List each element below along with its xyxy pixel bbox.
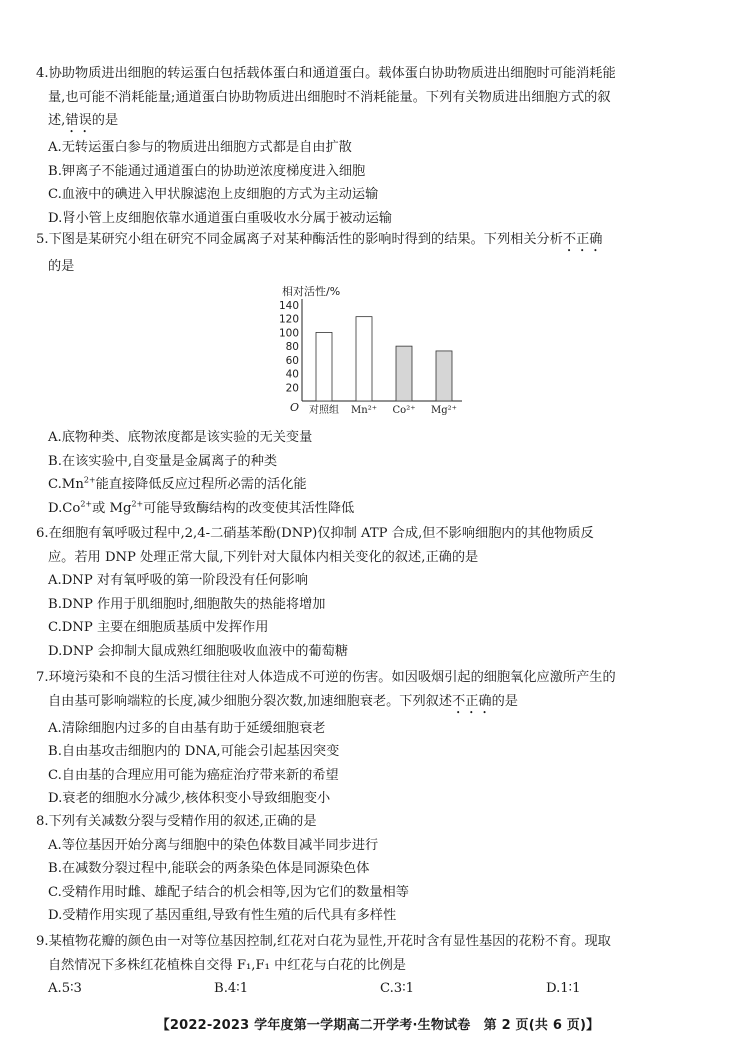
page-footer: 【2022-2023 学年度第一学期高二开学考·生物试卷 第 2 页(共 6 页)】: [156, 1018, 600, 1033]
question-stem: 的是: [91, 113, 119, 128]
question-8: [36, 810, 714, 928]
option-a: A.DNP 对有氧呼吸的第一阶段没有任何影响: [48, 573, 308, 588]
question-stem: 自由基可影响端粒的长度,减少细胞分裂次数,加速细胞衰老。下列叙述: [48, 693, 453, 709]
y-tick-label: 40: [285, 368, 299, 381]
question-number: 8.: [36, 814, 49, 829]
x-tick-label: Co²⁺: [392, 405, 416, 416]
option-d: D.衰老的细胞水分减少,核体积变小导致细胞变小: [48, 791, 331, 806]
option-b: B.自由基攻击细胞内的 DNA,可能会引起基因突变: [48, 744, 340, 759]
y-tick-label: 60: [285, 354, 299, 367]
question-number: 4.: [36, 66, 49, 81]
question-stem: 应。若用 DNP 处理正常大鼠,下列针对大鼠体内相关变化的叙述,正确的是: [48, 549, 479, 565]
question-4: [36, 62, 714, 230]
option-c: $C.Mn^{2+}$能直接降低反应过程所必需的活化能: [48, 475, 307, 492]
question-number: 9.: [36, 934, 49, 949]
question-stem: 下列有关减数分裂与受精作用的叙述,正确的是: [48, 814, 317, 829]
y-tick-label: 120: [278, 313, 299, 326]
option-d: D.DNP 会抑制大鼠成熟红细胞吸收血液中的葡萄糖: [48, 643, 349, 659]
y-tick-label: 140: [278, 300, 299, 312]
option-a: A.底物种类、底物浓度都是该实验的无关变量: [48, 430, 313, 445]
option-a: A.无转运蛋白参与的物质进出细胞方式都是自由扩散: [48, 140, 352, 155]
question-stem: 下图是某研究小组在研究不同金属离子对某种酶活性的影响时得到的结果。下列相关分析: [48, 232, 563, 247]
question-stem: 量,也可能不消耗能量;通道蛋白协助物质进出细胞时不消耗能量。下列有关物质进出细胞方式的叙: [48, 89, 611, 105]
option-d: D.1∶1: [546, 981, 581, 996]
question-number: 5.: [36, 232, 49, 247]
option-d: $D.Co^{2+}$或 $Mg^{2+}$可能导致酶结构的改变使其活性降低: [48, 499, 355, 516]
question-stem: 的是: [48, 259, 75, 274]
question-stem: 述,: [48, 113, 66, 128]
option-b: B.在该实验中,自变量是金属离子的种类: [48, 453, 278, 469]
emphasis-text: 错误: [65, 113, 92, 128]
option-c: C.3∶1: [380, 981, 415, 996]
enzyme-activity-chart: [276, 280, 466, 420]
option-a: A.等位基因开始分离与细胞中的染色体数目减半同步进行: [48, 837, 379, 853]
question-stem: 协助物质进出细胞的转运蛋白包括载体蛋白和通道蛋白。载体蛋白协助物质进出细胞时可能消耗能: [48, 66, 616, 81]
question-6: [36, 522, 714, 663]
option-c: C.血液中的碘进入甲状腺滤泡上皮细胞的方式为主动运输: [48, 187, 379, 202]
bar: [436, 351, 452, 401]
option-c: C.受精作用时雌、雄配子结合的机会相等,因为它们的数量相等: [48, 884, 409, 900]
emphasis-text: 不正确: [562, 232, 603, 247]
question-stem: 环境污染和不良的生活习惯往往对人体造成不可逆的伤害。如因吸烟引起的细胞氧化应激所产生的: [48, 670, 616, 685]
bar: [396, 346, 412, 401]
bar: [356, 317, 372, 401]
option-b: B.钾离子不能通过通道蛋白的协助逆浓度梯度进入细胞: [48, 163, 366, 179]
option-a: A.5∶3: [48, 981, 82, 996]
option-b: B.DNP 作用于肌细胞时,细胞散失的热能将增加: [48, 596, 326, 612]
y-tick-label: 100: [278, 327, 299, 340]
question-stem: 某植物花瓣的颜色由一对等位基因控制,红花对白花为显性,开花时含有显性基因的花粉不育。现取: [48, 934, 611, 949]
question-7: [36, 666, 714, 811]
question-stem: 自然情况下多株红花植株自交得 F₁,F₁ 中红花与白花的比例是: [48, 957, 406, 973]
y-tick-label: 20: [285, 382, 299, 395]
option-b: B.在减数分裂过程中,能联会的两条染色体是同源染色体: [48, 861, 370, 876]
option-a: A.清除细胞内过多的自由基有助于延缓细胞衰老: [48, 720, 326, 736]
options-row: [36, 977, 714, 1001]
question-stem: 在细胞有氧呼吸过程中,2,4-二硝基苯酚(DNP)仅抑制 ATP 合成,但不影响细胞内的其他物质反: [48, 526, 594, 541]
question-5-options: [36, 426, 714, 520]
option-c: C.自由基的合理应用可能为癌症治疗带来新的希望: [48, 767, 339, 783]
x-tick-label: Mn²⁺: [351, 405, 377, 416]
y-axis-label: 相对活性/%: [282, 285, 341, 298]
bar-chart-svg: [276, 280, 466, 420]
option-c: C.DNP 主要在细胞质基质中发挥作用: [48, 620, 269, 635]
option-d: D.肾小管上皮细胞依靠水通道蛋白重吸收水分属于被动运输: [48, 210, 392, 226]
origin-label: O: [290, 401, 300, 414]
emphasis-text: 不正确: [452, 693, 492, 709]
question-stem: 的是: [491, 693, 518, 709]
question-number: 7.: [36, 670, 49, 685]
option-d: D.受精作用实现了基因重组,导致有性生殖的后代具有多样性: [48, 908, 397, 923]
x-tick-label: Mg²⁺: [431, 405, 457, 416]
y-tick-label: 80: [285, 341, 299, 354]
bar: [316, 332, 332, 401]
option-b: B.4∶1: [214, 981, 249, 996]
question-5: [36, 228, 714, 279]
question-9: [36, 930, 714, 1001]
question-number: 6.: [36, 526, 49, 541]
x-tick-label: 对照组: [309, 405, 339, 416]
